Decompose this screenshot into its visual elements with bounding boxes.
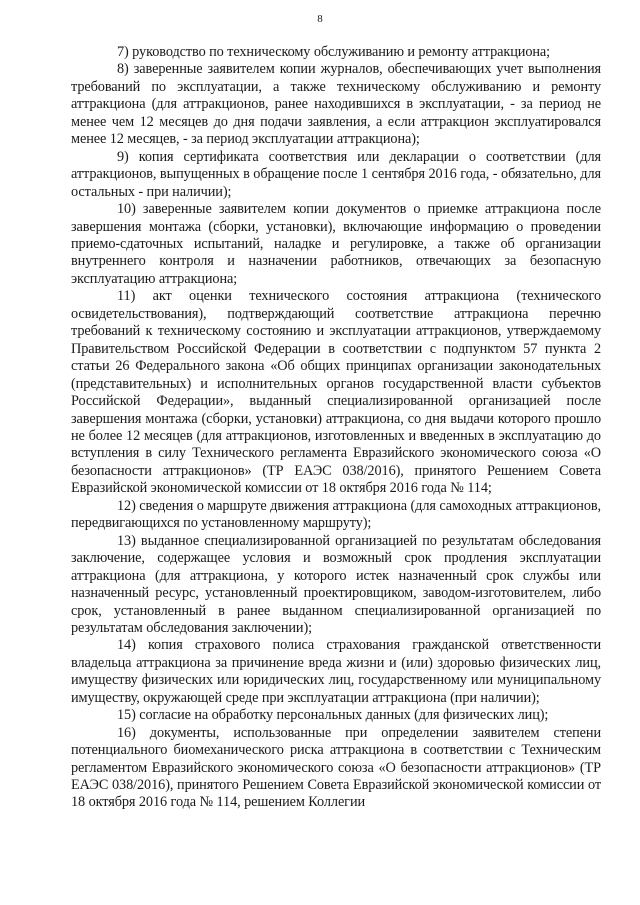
paragraph-item-7: 7) руководство по техническому обслуживанию и ремонту аттракциона;	[117, 44, 551, 60]
paragraph-item-13: 13) выданное специализированной организацией по результатам обследования заключение, содержащее условия и возможный срок продления эксплуатации аттракциона (для аттракциона, у которого истек назначенный срок службы или назначенный ресурс, установленный проектировщиком, заводом-изготовителем, либо срок, установленный в ранее выданном специализированной организацией по результатам обследования заключении);	[71, 532, 601, 636]
page-number: 8	[317, 13, 323, 25]
paragraph-item-9: 9) копия сертификата соответствия или декларации о соответствии (для аттракционов, выпущенных в обращение после 1 сентября 2016 года, - обязательно, для остальных - при наличии);	[71, 148, 601, 200]
paragraph-item-10: 10) заверенные заявителем копии документов о приемке аттракциона после завершения монтажа (сборки, установки), включающие информацию о проведении приемо-сдаточных испытаний, наладке и регулировке, а также об организации внутреннего контроля и назначении работников, отвечающих за безопасную эксплуатацию аттракциона;	[71, 201, 601, 287]
paragraph-item-8: 8) заверенные заявителем копии журналов, обеспечивающих учет выполнения требований по эксплуатации, а также техническому обслуживанию и ремонту аттракциона (для аттракционов, ранее находившихся в эксплуатации, - за период не менее чем 12 месяцев до дня подачи заявления, а если аттракцион эксплуатировался менее 12 месяцев, - за период эксплуатации аттракциона);	[71, 61, 601, 148]
paragraph-item-12: 12) сведения о маршруте движения аттракциона (для самоходных аттракционов, передвигающихся по установленному маршруту);	[71, 497, 601, 532]
paragraph-item-11: 11) акт оценки технического состояния аттракциона (технического освидетельствования), подтверждающий соответствие аттракциона перечню требований к техническому состоянию и эксплуатации аттракционов, утверждаемому Правительством Российской Федерации в соответствии с подпунктом 57 пункта 2 статьи 26 Федерального закона «Об общих принципах организации законодательных (представительных) и исполнительных органов государственной власти субъектов Российской Федерации», выданный специализированной организацией после завершения монтажа (сборки, установки) аттракциона, со дня выдачи которого прошло не более 12 месяцев (для аттракционов, изготовленных и введенных в эксплуатацию до вступления в силу Технического регламента Евразийского экономического союза «О безопасности аттракционов» (ТР ЕАЭС 038/2016), принятого Решением Совета Евразийской экономической комиссии от 18 октября 2016 года № 114;	[71, 288, 601, 497]
document-body	[71, 44, 601, 812]
paragraph-item-14: 14) копия страхового полиса страхования гражданской ответственности владельца аттракциона за причинение вреда жизни и (или) здоровью физических лиц, имуществу физических или юридических лиц, государственному или муниципальному имуществу, окружающей среде при эксплуатации аттракциона (при наличии);	[71, 637, 601, 706]
paragraph-item-15: 15) согласие на обработку персональных данных (для физических лиц);	[117, 707, 549, 724]
paragraph-item-16: 16) документы, использованные при определении заявителем степени потенциального биомеханического риска аттракциона в соответствии с Техническим регламентом Евразийского экономического союза «О безопасности аттракционов» (ТР ЕАЭС 038/2016), принятого Решением Совета Евразийской экономической комиссии от 18 октября 2016 года № 114, решением Коллегии	[71, 724, 601, 811]
